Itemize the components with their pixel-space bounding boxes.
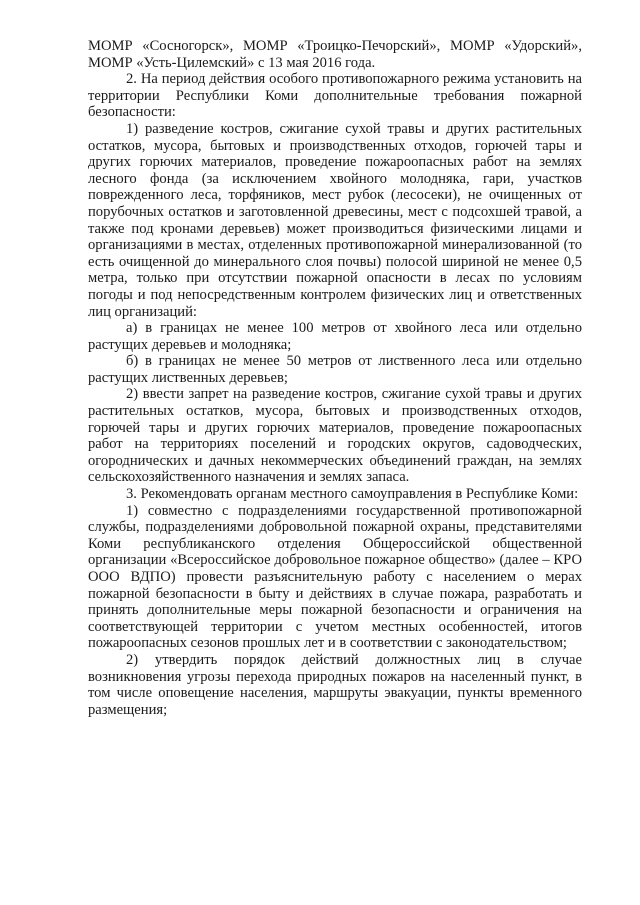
paragraph-item-2-1-b: б) в границах не менее 50 метров от лиственного леса или отдельно растущих лиственных деревьев;	[88, 353, 582, 386]
paragraph-item-2: 2. На период действия особого противопожарного режима установить на территории Республики Коми дополнительные требования пожарной безопасности:	[88, 71, 582, 121]
document-page	[88, 38, 582, 718]
paragraph-item-2-1: 1) разведение костров, сжигание сухой травы и других растительных остатков, мусора, бытовых и производственных отходов, горючей тары и других горючих материалов, проведение пожароопасных работ на землях лесного фонда (за исключением хвойного молодняка, гари, участков поврежденного леса, торфяников, мест рубок (лесосеки), не очищенных от порубочных остатков и заготовленной древесины, мест с подсохшей травой, а также под кронами деревьев) может производиться физическими лицами и организациями в местах, отделенных противопожарной минерализованной (то есть очищенной до минерального слоя почвы) полосой шириной не менее 0,5 метра, только при отсутствии пожарной опасности в лесах по условиям погоды и под непосредственным контролем физических лиц и ответственных лиц организаций:	[88, 120, 582, 320]
paragraph-item-2-2: 2) ввести запрет на разведение костров, сжигание сухой травы и других растительных остатков, мусора, бытовых и производственных отходов, горючей тары и других горючих материалов, проведение пожароопасных работ на территориях поселений и городских округов, садоводческих, огороднических и дачных некоммерческих объединений граждан, на землях сельскохозяйственного назначения и землях запаса.	[88, 386, 582, 486]
paragraph-item-2-1-a: а) в границах не менее 100 метров от хвойного леса или отдельно растущих деревьев и молодняка;	[88, 320, 582, 353]
paragraph-item-3: 3. Рекомендовать органам местного самоуправления в Республике Коми:	[126, 486, 579, 503]
paragraph-item-3-2: 2) утвердить порядок действий должностных лиц в случае возникновения угрозы перехода природных пожаров на населенный пункт, в том числе оповещение населения, маршруты эвакуации, пункты временного размещения;	[88, 651, 582, 718]
paragraph-item-3-1: 1) совместно с подразделениями государственной противопожарной службы, подразделениями добровольной пожарной охраны, представителями Коми республиканского отделения Общероссийской общественной организации «Всероссийское добровольное пожарное общество» (далее – КРО ООО ВДПО) провести разъяснительную работу с населением о мерах пожарной безопасности в быту и действиях в случае пожара, разработать и принять дополнительные меры пожарной безопасности и ограничения на соответствующей территории с учетом местных особенностей, итогов пожароопасных сезонов прошлых лет и в соответствии с законодательством;	[88, 502, 582, 652]
paragraph-date-continuation: МОМР «Сосногорск», МОМР «Троицко-Печорский», МОМР «Удорский», МОМР «Усть-Цилемский» с 13 мая 2016 года.	[88, 38, 582, 71]
